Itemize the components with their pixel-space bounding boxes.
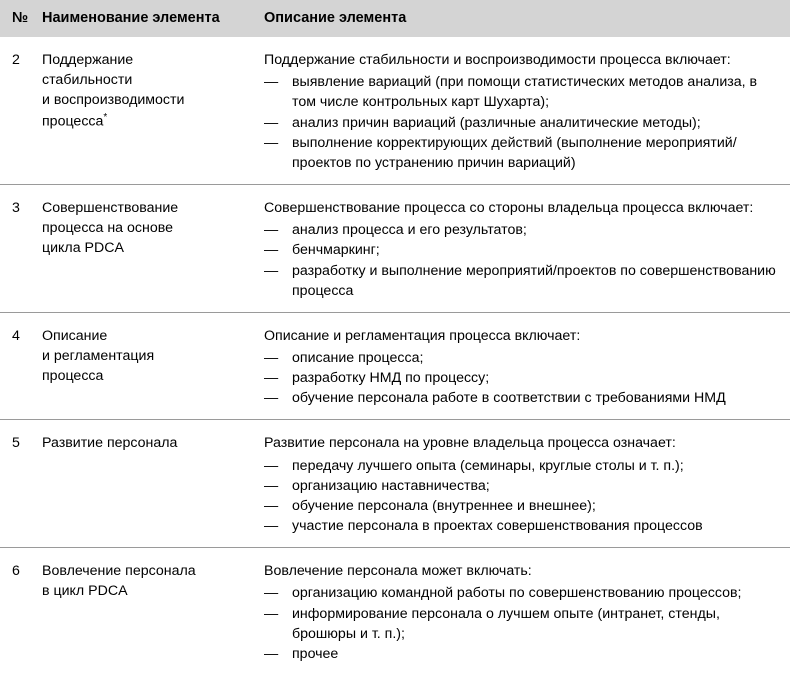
description-lead: Совершенствование процесса со стороны владельца процесса включает: (264, 200, 754, 217)
column-header-element-name: Наименование элемента (42, 10, 220, 26)
element-name-line: процесса* (42, 111, 108, 130)
description-list (264, 456, 780, 537)
description-lead: Описание и регламентация процесса включает: (264, 327, 581, 344)
element-name-line: Поддержание (42, 52, 134, 69)
row-element-name (42, 37, 264, 184)
list-item: — передачу лучшего опыта (семинары, круглые столы и т. п.); (264, 456, 780, 476)
table-row (0, 548, 790, 675)
row-number: 4 (0, 312, 42, 420)
table-row (0, 420, 790, 548)
list-item: — обучение персонала (внутреннее и внешнее); (264, 496, 780, 516)
description-list (264, 583, 780, 664)
list-item: — выполнение корректирующих действий (выполнение мероприятий/проектов по устранению причин вариаций) (264, 133, 780, 173)
row-element-description (264, 312, 790, 420)
row-element-name (42, 420, 264, 548)
table-row (0, 37, 790, 184)
column-header-element-description: Описание элемента (264, 10, 407, 26)
list-item: — участие персонала в проектах совершенствования процессов (264, 516, 780, 536)
description-lead: Поддержание стабильности и воспроизводимости процесса включает: (264, 52, 731, 69)
list-item: — описание процесса; (264, 348, 780, 368)
row-element-description (264, 37, 790, 184)
list-item: — организацию командной работы по совершенствованию процессов; (264, 583, 780, 603)
row-element-name (42, 185, 264, 313)
element-name-line: и регламентация (42, 348, 155, 364)
row-element-description (264, 420, 790, 548)
row-element-name (42, 312, 264, 420)
row-element-description (264, 185, 790, 313)
list-item: — разработку и выполнение мероприятий/проектов по совершенствованию процесса (264, 261, 780, 301)
list-item: — прочее (264, 644, 780, 664)
description-lead: Вовлечение персонала может включать: (264, 563, 532, 580)
description-list (264, 348, 780, 408)
element-name-line: Описание (42, 327, 108, 344)
list-item: — информирование персонала о лучшем опыте (интранет, стенды, брошюры и т. п.); (264, 604, 780, 644)
element-name-line: Развитие персонала (42, 435, 178, 452)
row-number: 6 (0, 548, 42, 675)
description-list (264, 72, 780, 173)
table-header (0, 0, 790, 37)
element-name-line: процесса (42, 368, 104, 385)
list-item: — анализ причин вариаций (различные аналитические методы); (264, 113, 780, 133)
list-item: — разработку НМД по процессу; (264, 368, 780, 388)
table-header-row (0, 0, 790, 37)
description-lead: Развитие персонала на уровне владельца процесса означает: (264, 435, 676, 452)
list-item: — организацию наставничества; (264, 476, 780, 496)
list-item: — обучение персонала работе в соответствии с требованиями НМД (264, 388, 780, 408)
element-name-line: Совершенствование (42, 200, 179, 217)
element-name-line: цикла PDCA (42, 240, 124, 257)
list-item: — выявление вариаций (при помощи статистических методов анализа, в том числе контрольных карт Шухарта); (264, 72, 780, 112)
row-number: 5 (0, 420, 42, 548)
footnote-marker: * (103, 111, 108, 123)
row-number: 2 (12, 52, 20, 69)
element-name-line: стабильности (42, 72, 133, 89)
element-name-line: процесса на основе (42, 220, 173, 237)
table-body (0, 37, 790, 675)
column-header-number: № (12, 10, 29, 26)
row-element-description (264, 548, 790, 675)
row-number: 3 (0, 185, 42, 313)
row-element-name (42, 548, 264, 675)
element-name-line: в цикл PDCA (42, 583, 128, 600)
element-name-line: Вовлечение персонала (42, 563, 196, 580)
element-name-line: и воспроизводимости (42, 92, 185, 109)
table-row (0, 185, 790, 313)
description-list (264, 220, 780, 301)
table-row (0, 312, 790, 420)
list-item: — анализ процесса и его результатов; (264, 220, 780, 240)
list-item: — бенчмаркинг; (264, 240, 780, 260)
